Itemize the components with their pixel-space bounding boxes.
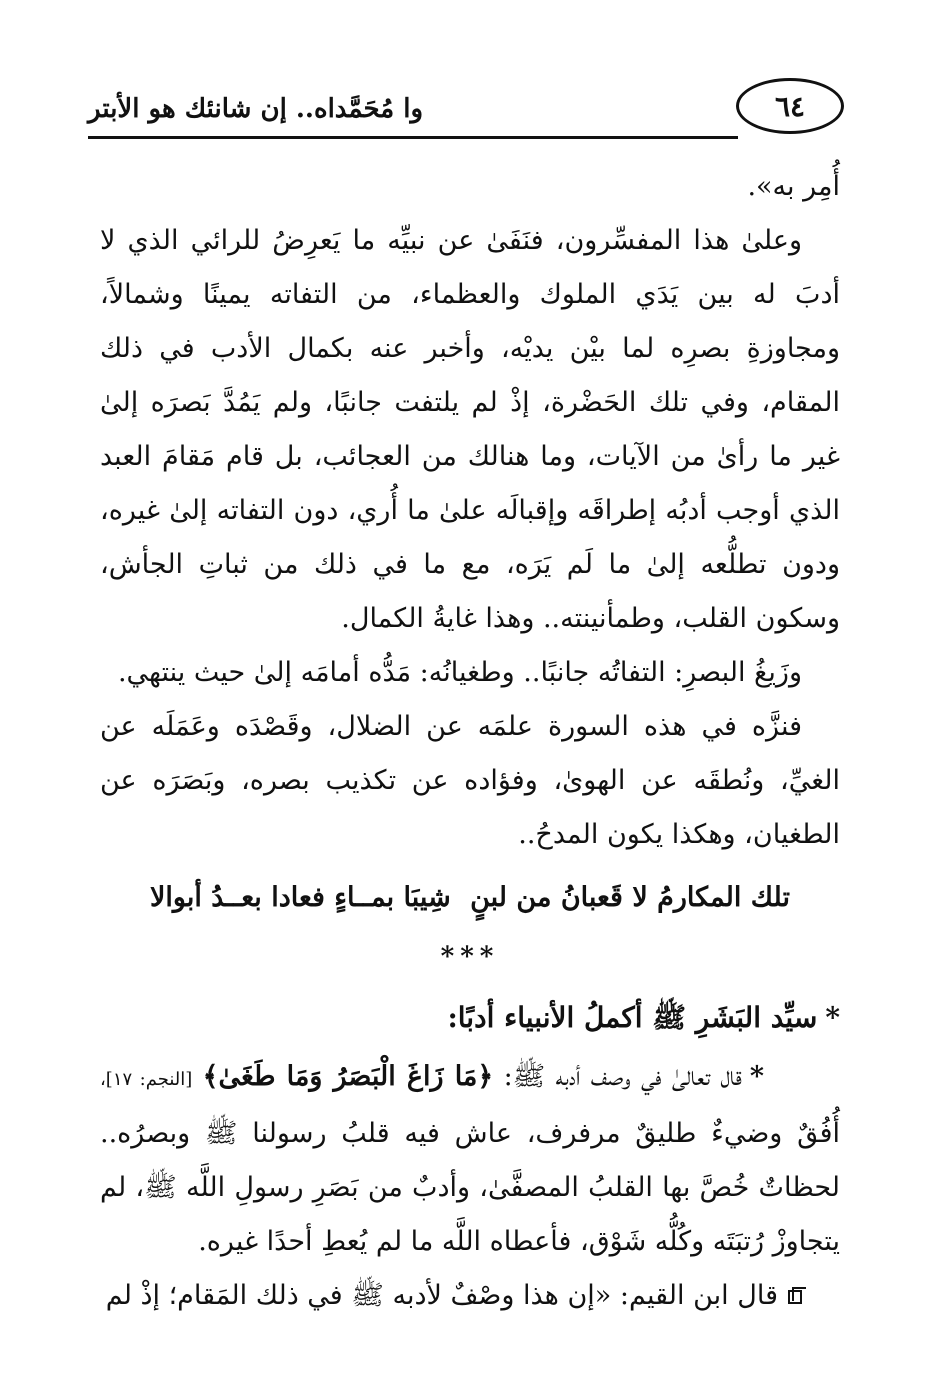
verse-hemistich-second: شِيبَا بمــاءٍ فعادا بعــدُ أبوالا	[150, 882, 451, 913]
paragraph-continuation: أُمِر به».	[747, 171, 840, 202]
page-number: ٦٤	[736, 78, 844, 134]
quran-verse: ﴿مَا زَاغَ الْبَصَرُ وَمَا طَغَىٰ﴾	[202, 1061, 494, 1092]
section-heading-text: سيِّد البَشَرِ ﷺ أكملُ الأنبياء أدبًا:	[447, 1001, 818, 1034]
section-separator: ***	[440, 942, 500, 972]
paragraph-ibn-alqayyim	[100, 1269, 840, 1323]
verse-hemistich-first: تلك المكارمُ لا قَعبانُ من لبنٍ	[470, 882, 790, 913]
citation-lead: قال تعالىٰ في وصف أدبه ﷺ:	[503, 1061, 742, 1092]
section-heading	[100, 986, 840, 1050]
star-bullet-icon: *	[825, 1001, 840, 1034]
header-rule	[88, 136, 738, 139]
quote-box-icon	[788, 1290, 802, 1304]
paragraph-praise: فنزَّه في هذه السورة علمَه عن الضلال، وقَصْدَه وعَمَلَه عن الغيِّ، ونُطقَه عن الهوىٰ، وفؤاده عن تكذيب بصره، وبَصَرَه عن الطغيان، وهكذا يكون المدحُ..	[100, 711, 840, 850]
running-title: وا مُحَمَّداه.. إن شانئك هو الأبتر	[88, 94, 424, 124]
ibn-alqayyim-text: قال ابن القيم: «إن هذا وصْفٌ لأدبه ﷺ في ذلك المَقام؛ إذْ لم	[105, 1280, 778, 1311]
star-bullet-icon: *	[749, 1061, 764, 1092]
quran-reference: [النجم: ١٧]،	[100, 1069, 193, 1090]
paragraph-definition: وزَيغُ البصرِ: التفاتُه جانبًا.. وطغيانُه: مَدُّه أمامَه إلىٰ حيث ينتهي.	[117, 657, 802, 688]
paragraph-commentary: وعلىٰ هذا المفسِّرون، فنَفَىٰ عن نبيِّه ما يَعرِضُ للرائي الذي لا أدبَ له بين يَدَي الملوك والعظماء، من التفاته يمينًا وشمالاً، ومجاوزةِ بصرِه لما بيْن يديْه، وأخبر عنه بكمال الأدب في ذلك المقام، وفي تلك الحَضْرة، إذْ لم يلتفت جانبًا، ولم يَمُدَّ بَصرَه إلىٰ غير ما رأىٰ من الآيات، وما هنالك من العجائب، بل قام مَقامَ العبد الذي أوجب أدبُه إطراقَه وإقبالَه علىٰ ما أُري، دون التفاته إلىٰ غيره، ودون تطلُّعه إلىٰ ما لَم يَرَه، مع ما في ذلك من ثباتِ الجأش، وسكون القلب، وطمأنينته.. وهذا غايةُ الكمال.	[100, 225, 840, 634]
body-text	[100, 160, 840, 1323]
paragraph-quran-citation	[100, 1050, 840, 1269]
poetry-verse	[150, 868, 790, 928]
page-header	[88, 78, 844, 148]
citation-commentary: أُفُقٌ وضيءٌ طليقٌ مرفرف، عاش فيه قلبُ رسولنا ﷺ وبصرُه.. لحظاتٌ خُصَّ بها القلبُ المصفَّىٰ، وأدبٌ من بَصَرِ رسولِ اللَّه ﷺ، لم يتجاوزْ رُتبَتَه وكُلُّه شَوْق، فأعطاه اللَّه ما لم يُعطِ أحدًا غيره.	[100, 1118, 840, 1257]
